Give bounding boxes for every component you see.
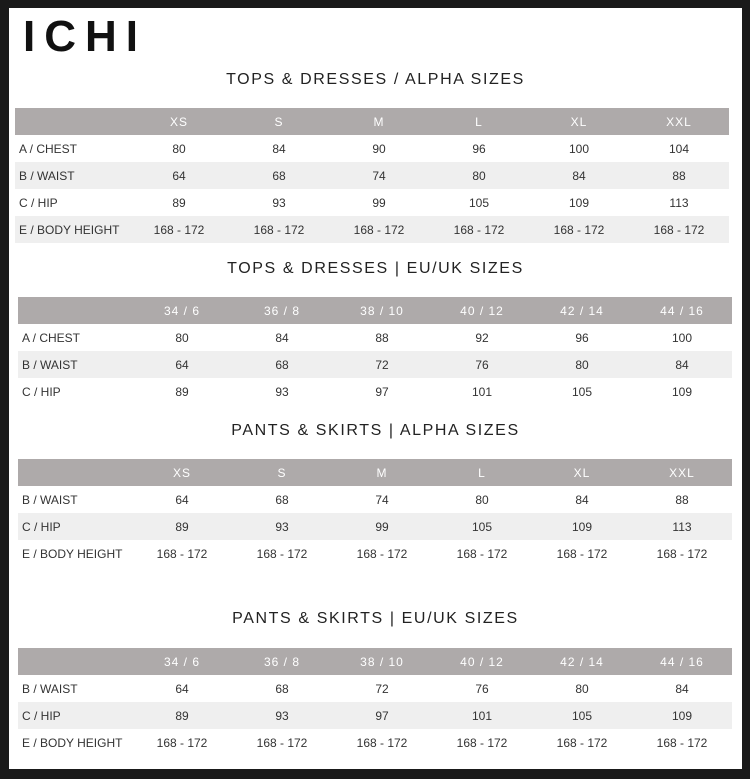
table-cell: 168 - 172 — [356, 735, 408, 750]
size-table-pants-euuk — [18, 648, 732, 756]
table-cell: 89 — [132, 513, 232, 540]
table-cell: 168 - 172 — [456, 546, 508, 561]
table-cell: 88 — [675, 492, 689, 507]
table-cell: 84 — [272, 141, 286, 156]
header-cell-size: M — [329, 108, 429, 135]
header-cell-size: 36 / 8 — [232, 648, 332, 675]
table-cell: 168 - 172 — [429, 216, 529, 243]
table-row — [18, 351, 732, 378]
measure-label: C / HIP — [19, 195, 58, 210]
measure-label: A / CHEST — [22, 330, 81, 345]
table-cell: 109 — [568, 195, 590, 210]
table-cell: 93 — [272, 195, 286, 210]
table-row — [18, 486, 732, 513]
table-cell: 168 - 172 — [156, 546, 208, 561]
measure-label: B / WAIST — [18, 351, 132, 378]
table-cell: 64 — [132, 351, 232, 378]
table-cell: 84 — [632, 351, 732, 378]
measure-label: B / WAIST — [15, 162, 129, 189]
header-cell-size: XXL — [632, 459, 732, 486]
table-cell: 84 — [529, 162, 629, 189]
table-cell: 80 — [172, 141, 186, 156]
table-cell: 168 - 172 — [256, 546, 308, 561]
table-header-row — [18, 297, 732, 324]
table-cell: 93 — [232, 702, 332, 729]
table-cell: 64 — [129, 162, 229, 189]
table-cell: 89 — [132, 702, 232, 729]
table-cell: 168 - 172 — [356, 546, 408, 561]
table-cell: 97 — [332, 702, 432, 729]
header-cell-size: 38 / 10 — [332, 648, 432, 675]
table-row — [15, 162, 729, 189]
table-cell: 96 — [575, 330, 589, 345]
header-cell-measure — [15, 108, 129, 135]
table-row — [18, 729, 732, 756]
table-cell: 168 - 172 — [556, 735, 608, 750]
table-cell: 105 — [468, 195, 490, 210]
header-cell-size: M — [332, 459, 432, 486]
table-cell: 101 — [432, 702, 532, 729]
header-cell-size: 34 / 6 — [132, 297, 232, 324]
header-cell-size: 42 / 14 — [532, 297, 632, 324]
section-title-pants-euuk: PANTS & SKIRTS | EU/UK SIZES — [232, 610, 519, 627]
header-cell-measure — [18, 648, 132, 675]
table-cell: 80 — [475, 492, 489, 507]
table-cell: 74 — [329, 162, 429, 189]
table-cell: 104 — [668, 141, 690, 156]
header-cell-size: L — [429, 108, 529, 135]
table-cell: 80 — [429, 162, 529, 189]
table-row — [18, 378, 732, 405]
table-cell: 168 - 172 — [156, 735, 208, 750]
table-row — [18, 513, 732, 540]
table-cell: 72 — [332, 351, 432, 378]
table-cell: 109 — [532, 513, 632, 540]
measure-label: B / WAIST — [22, 492, 78, 507]
table-cell: 168 - 172 — [229, 216, 329, 243]
table-cell: 84 — [675, 681, 689, 696]
table-cell: 93 — [232, 513, 332, 540]
table-cell: 168 - 172 — [656, 735, 708, 750]
table-row — [18, 324, 732, 351]
table-cell: 68 — [275, 492, 289, 507]
brand-logo: ICHI — [23, 12, 147, 61]
table-cell: 84 — [275, 330, 289, 345]
table-cell: 64 — [175, 492, 189, 507]
table-cell: 68 — [232, 351, 332, 378]
table-cell: 84 — [575, 492, 589, 507]
section-title-pants-alpha: PANTS & SKIRTS | ALPHA SIZES — [231, 422, 520, 439]
header-cell-size: 36 / 8 — [232, 297, 332, 324]
table-cell: 72 — [375, 681, 389, 696]
measure-label: A / CHEST — [19, 141, 78, 156]
table-cell: 168 - 172 — [456, 735, 508, 750]
table-cell: 97 — [375, 384, 389, 399]
section-title-tops-euuk: TOPS & DRESSES | EU/UK SIZES — [227, 260, 524, 277]
header-cell-measure — [18, 459, 132, 486]
table-cell: 113 — [632, 513, 732, 540]
table-cell: 168 - 172 — [329, 216, 429, 243]
table-cell: 88 — [629, 162, 729, 189]
table-cell: 64 — [175, 681, 189, 696]
measure-label: C / HIP — [18, 702, 132, 729]
header-cell-size: 34 / 6 — [132, 648, 232, 675]
measure-label: E / BODY HEIGHT — [15, 216, 129, 243]
header-cell-size: 40 / 12 — [432, 648, 532, 675]
table-cell: 105 — [532, 702, 632, 729]
table-cell: 113 — [669, 195, 689, 210]
table-cell: 80 — [532, 351, 632, 378]
table-row — [18, 540, 732, 567]
header-cell-size: XL — [529, 108, 629, 135]
table-cell: 93 — [275, 384, 289, 399]
table-cell: 101 — [471, 384, 493, 399]
table-cell: 168 - 172 — [629, 216, 729, 243]
table-cell: 168 - 172 — [656, 546, 708, 561]
measure-label: C / HIP — [18, 513, 132, 540]
table-cell: 105 — [432, 513, 532, 540]
table-row — [18, 702, 732, 729]
header-cell-size: XS — [132, 459, 232, 486]
measure-label: E / BODY HEIGHT — [22, 735, 123, 750]
table-cell: 89 — [175, 384, 189, 399]
header-cell-size: 42 / 14 — [532, 648, 632, 675]
header-cell-size: 38 / 10 — [332, 297, 432, 324]
size-table-tops-euuk — [18, 297, 732, 405]
header-cell-size: XL — [532, 459, 632, 486]
table-cell: 68 — [229, 162, 329, 189]
table-cell: 74 — [375, 492, 389, 507]
measure-label: B / WAIST — [22, 681, 78, 696]
table-cell: 105 — [571, 384, 593, 399]
header-cell-size: 44 / 16 — [632, 297, 732, 324]
header-cell-size: L — [432, 459, 532, 486]
measure-label: C / HIP — [22, 384, 61, 399]
table-cell: 89 — [172, 195, 186, 210]
header-cell-size: 44 / 16 — [632, 648, 732, 675]
table-cell: 109 — [632, 702, 732, 729]
header-cell-size: 40 / 12 — [432, 297, 532, 324]
table-cell: 168 - 172 — [129, 216, 229, 243]
table-cell: 109 — [671, 384, 693, 399]
section-title-tops-alpha: TOPS & DRESSES / ALPHA SIZES — [226, 71, 525, 88]
table-header-row — [18, 459, 732, 486]
table-row — [15, 216, 729, 243]
size-table-pants-alpha — [18, 459, 732, 567]
header-cell-size: S — [232, 459, 332, 486]
size-table-tops-alpha — [15, 108, 729, 243]
size-chart-document — [9, 8, 742, 769]
header-cell-size: S — [229, 108, 329, 135]
header-cell-size: XS — [129, 108, 229, 135]
table-header-row — [18, 648, 732, 675]
table-cell: 90 — [372, 141, 386, 156]
table-row — [15, 135, 729, 162]
table-header-row — [15, 108, 729, 135]
table-cell: 96 — [472, 141, 486, 156]
table-cell: 100 — [671, 330, 693, 345]
header-cell-size: XXL — [629, 108, 729, 135]
table-cell: 168 - 172 — [256, 735, 308, 750]
table-row — [18, 675, 732, 702]
table-cell: 80 — [175, 330, 189, 345]
table-cell: 99 — [332, 513, 432, 540]
table-cell: 76 — [432, 351, 532, 378]
table-cell: 168 - 172 — [556, 546, 608, 561]
table-cell: 99 — [372, 195, 386, 210]
table-cell: 100 — [568, 141, 590, 156]
table-cell: 80 — [575, 681, 589, 696]
header-cell-measure — [18, 297, 132, 324]
table-cell: 76 — [475, 681, 489, 696]
measure-label: E / BODY HEIGHT — [22, 546, 123, 561]
table-cell: 168 - 172 — [529, 216, 629, 243]
table-row — [15, 189, 729, 216]
table-cell: 68 — [275, 681, 289, 696]
table-cell: 92 — [475, 330, 489, 345]
table-cell: 88 — [375, 330, 389, 345]
